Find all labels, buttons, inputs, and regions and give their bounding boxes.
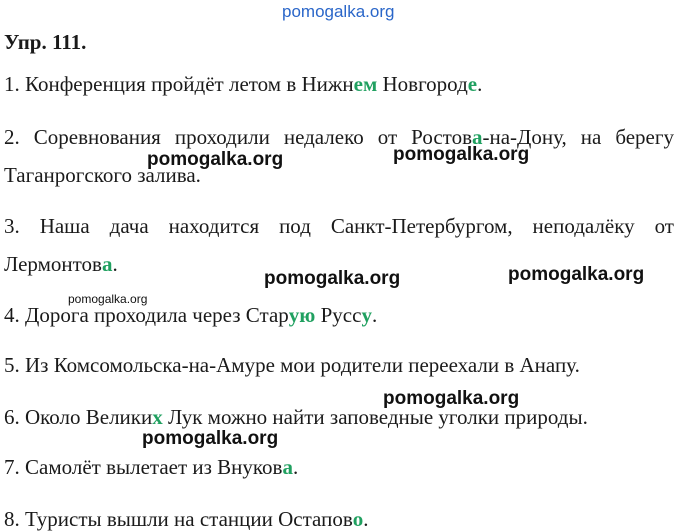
sentence-5 <box>4 353 580 378</box>
sentence-text: Лук можно найти заповедные уголки природы. <box>162 405 588 429</box>
sentence-text: 6. Около Велики <box>4 405 153 429</box>
sentence-text: 7. Самолёт вылетает из Внуков <box>4 455 283 479</box>
watermark: pomogalka.org <box>393 144 530 165</box>
highlighted-ending: а <box>101 252 113 276</box>
sentence-8 <box>4 507 369 532</box>
sentence-text: Русс <box>315 303 362 327</box>
sentence-3-line-1 <box>4 214 674 239</box>
sentence-text: . <box>363 507 369 531</box>
watermark: pomogalka.org <box>383 388 520 409</box>
watermark-top: pomogalka.org <box>282 2 395 21</box>
watermark: pomogalka.org <box>147 149 284 170</box>
watermark-small: pomogalka.org <box>68 292 148 306</box>
highlighted-ending: х <box>152 405 163 429</box>
highlighted-ending: ую <box>288 303 316 327</box>
watermark: pomogalka.org <box>264 268 401 289</box>
sentence-text: Лермонтов <box>4 252 102 276</box>
sentence-text: 2. Соревнования проходили недалеко от Ростов <box>4 125 472 149</box>
sentence-text: Таганрогского залива. <box>4 163 201 187</box>
sentence-4 <box>4 303 377 328</box>
watermark: pomogalka.org <box>508 264 645 285</box>
sentence-text: . <box>371 303 378 327</box>
sentence-text: Новгород <box>377 72 468 96</box>
sentence-3-line-2 <box>4 252 118 277</box>
sentence-text: 8. Туристы вышли на станции Остапов <box>4 507 353 531</box>
watermark: pomogalka.org <box>142 428 279 449</box>
sentence-7 <box>4 455 298 480</box>
sentence-text: . <box>112 252 118 276</box>
sentence-text: 5. Из Комсомольска-на-Амуре мои родители переехали в Анапу. <box>4 353 580 377</box>
highlighted-ending: а <box>471 125 483 149</box>
sentence-text: 4. Дорога проходила через Стар <box>4 303 289 327</box>
sentence-2-line-1 <box>4 125 674 150</box>
sentence-text: . <box>292 455 299 479</box>
sentence-text: 3. Наша дача находится под Санкт-Петербургом, неподалёку от <box>4 214 674 238</box>
highlighted-ending: ем <box>353 72 378 96</box>
highlighted-ending: о <box>352 507 364 531</box>
sentence-1 <box>4 72 482 97</box>
sentence-text: -на-Дону, на берегу <box>482 125 674 149</box>
highlighted-ending: а <box>282 455 293 479</box>
sentence-text: 1. Конференция пройдёт летом в Нижн <box>4 72 354 96</box>
highlighted-ending: е <box>467 72 478 96</box>
sentence-text: . <box>477 72 483 96</box>
exercise-title: Упр. 111. <box>4 30 87 54</box>
highlighted-ending: у <box>361 303 372 327</box>
